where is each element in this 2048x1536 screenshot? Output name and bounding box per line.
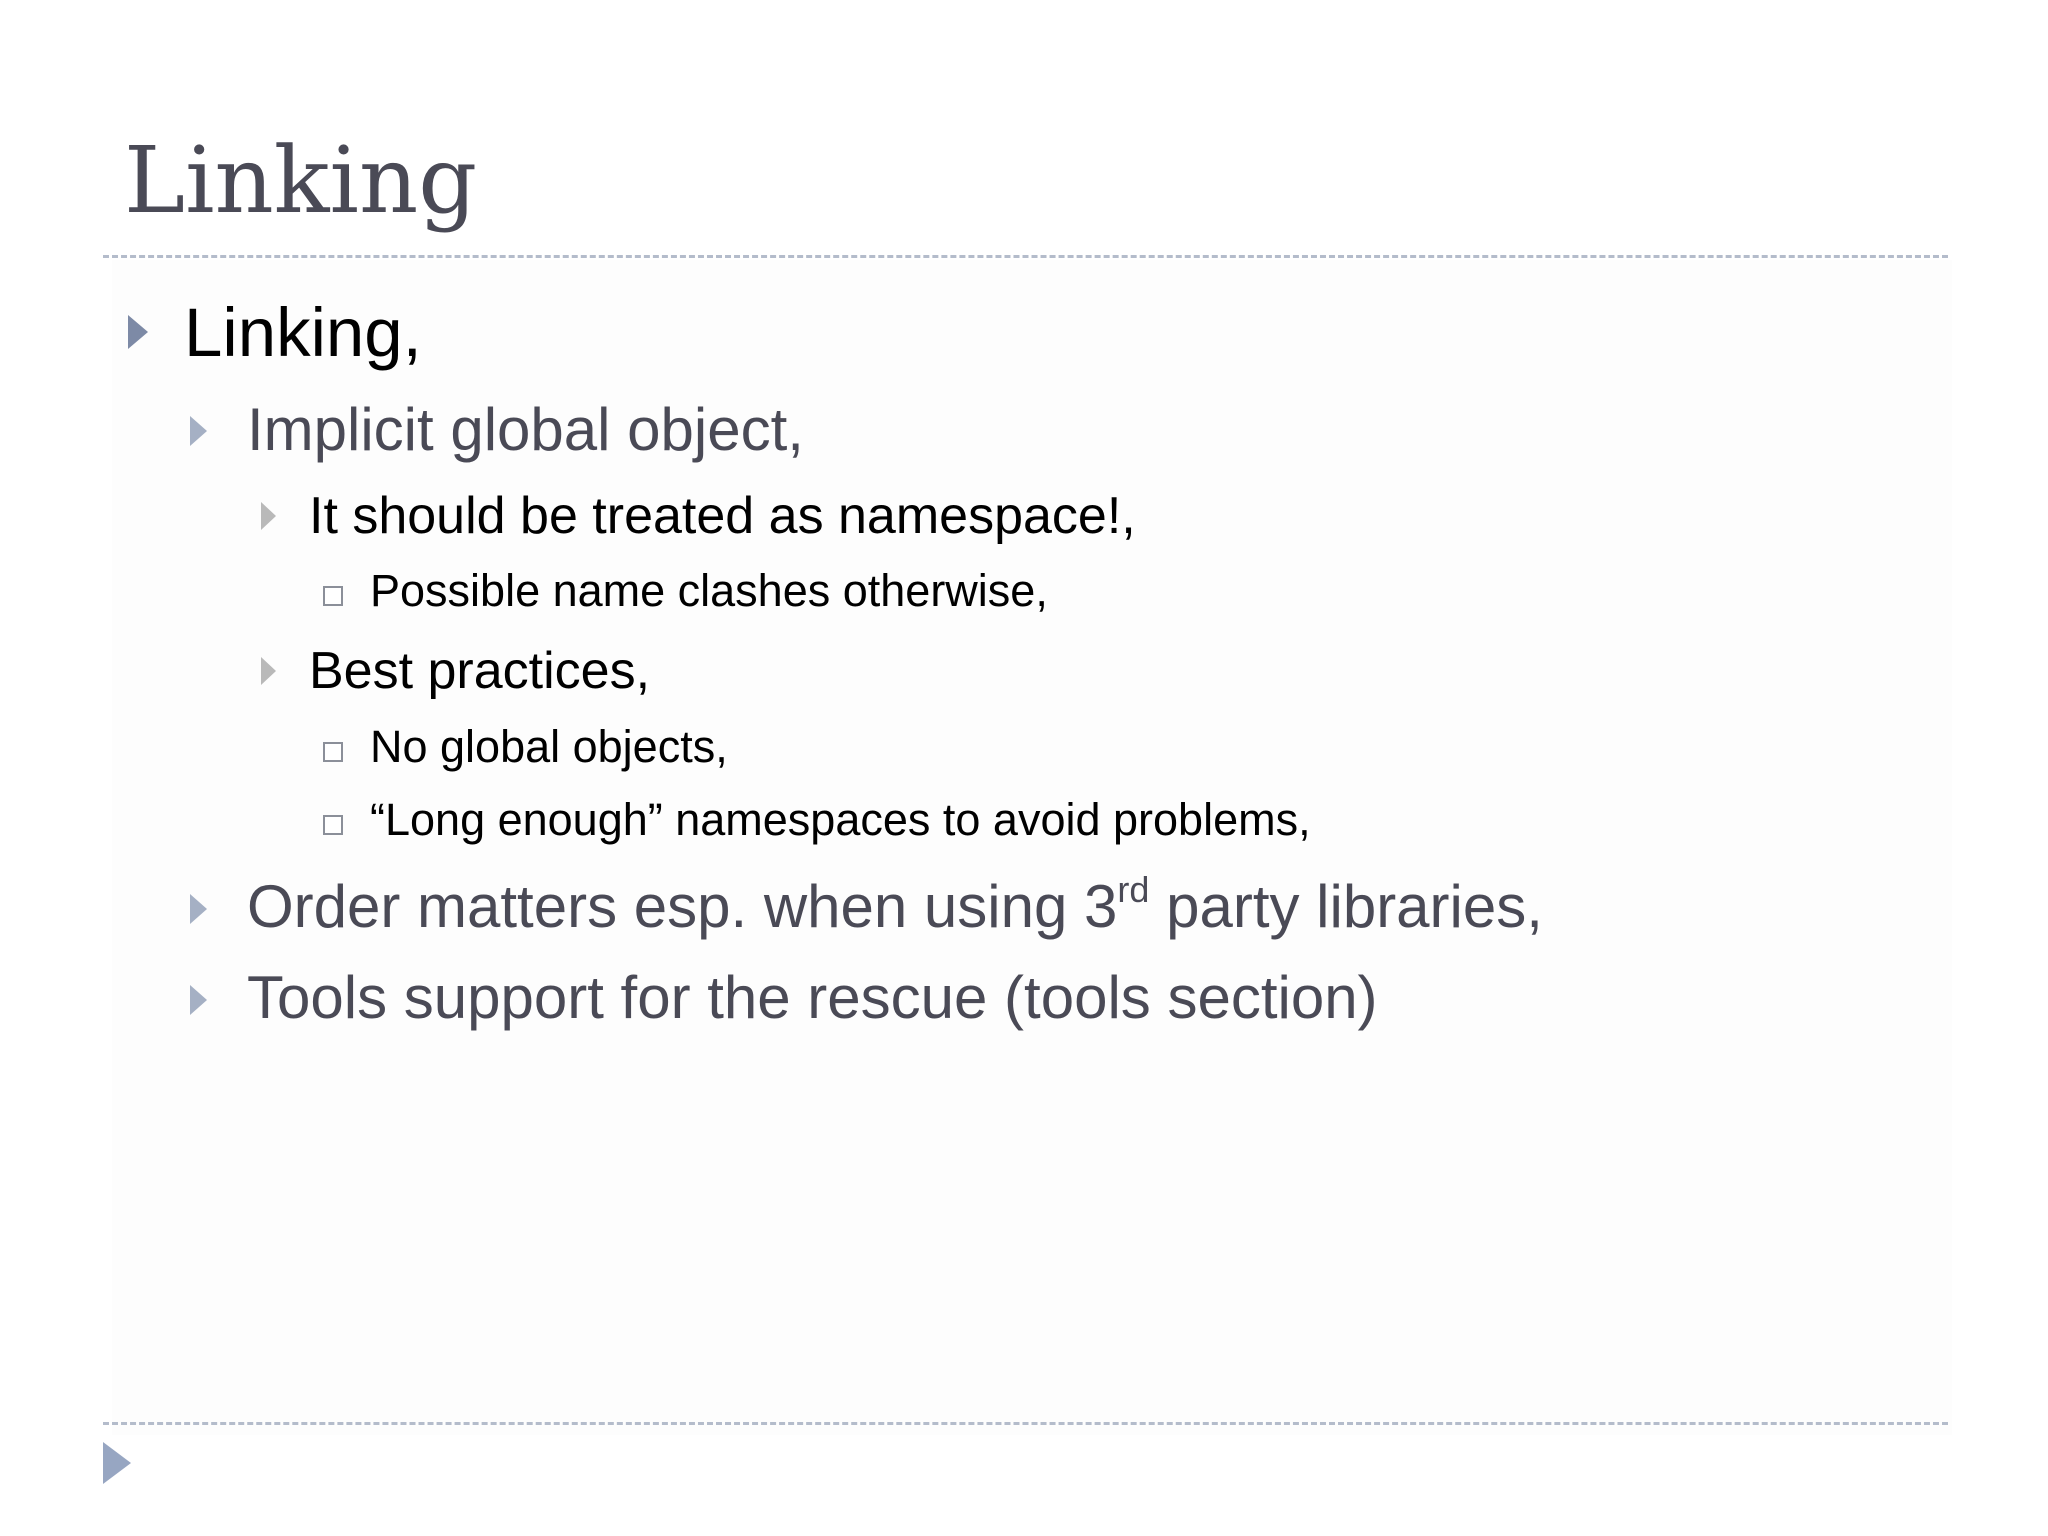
bullet-text: Implicit global object, xyxy=(247,396,804,463)
bullet-text-superscript: rd xyxy=(1117,868,1150,910)
footer-divider xyxy=(103,1422,1948,1425)
bullet-text-before: Order matters esp. when using 3 xyxy=(247,873,1118,940)
bullet-text: Best practices, xyxy=(309,642,651,700)
footer-triangle-icon xyxy=(103,1442,131,1484)
triangle-bullet-icon xyxy=(190,894,207,924)
triangle-bullet-icon xyxy=(190,985,207,1015)
title-divider xyxy=(103,255,1948,258)
triangle-bullet-icon xyxy=(261,502,276,530)
slide-title: Linking xyxy=(124,127,478,234)
triangle-bullet-icon xyxy=(190,416,207,446)
square-bullet-icon xyxy=(323,742,343,762)
bullet-text: Linking, xyxy=(184,294,422,371)
bullet-text: Possible name clashes otherwise, xyxy=(370,565,1048,616)
bullet-text: No global objects, xyxy=(370,721,728,772)
bullet-text-after: party libraries, xyxy=(1149,873,1543,940)
square-bullet-icon xyxy=(323,815,343,835)
bullet-text xyxy=(247,868,1543,940)
bullet-text: Tools support for the rescue (tools section) xyxy=(247,964,1378,1031)
triangle-bullet-icon xyxy=(261,657,276,685)
square-bullet-icon xyxy=(323,586,343,606)
triangle-bullet-icon xyxy=(128,315,148,349)
bullet-text: “Long enough” namespaces to avoid problems, xyxy=(370,794,1311,845)
bullet-text: It should be treated as namespace!, xyxy=(309,487,1136,545)
